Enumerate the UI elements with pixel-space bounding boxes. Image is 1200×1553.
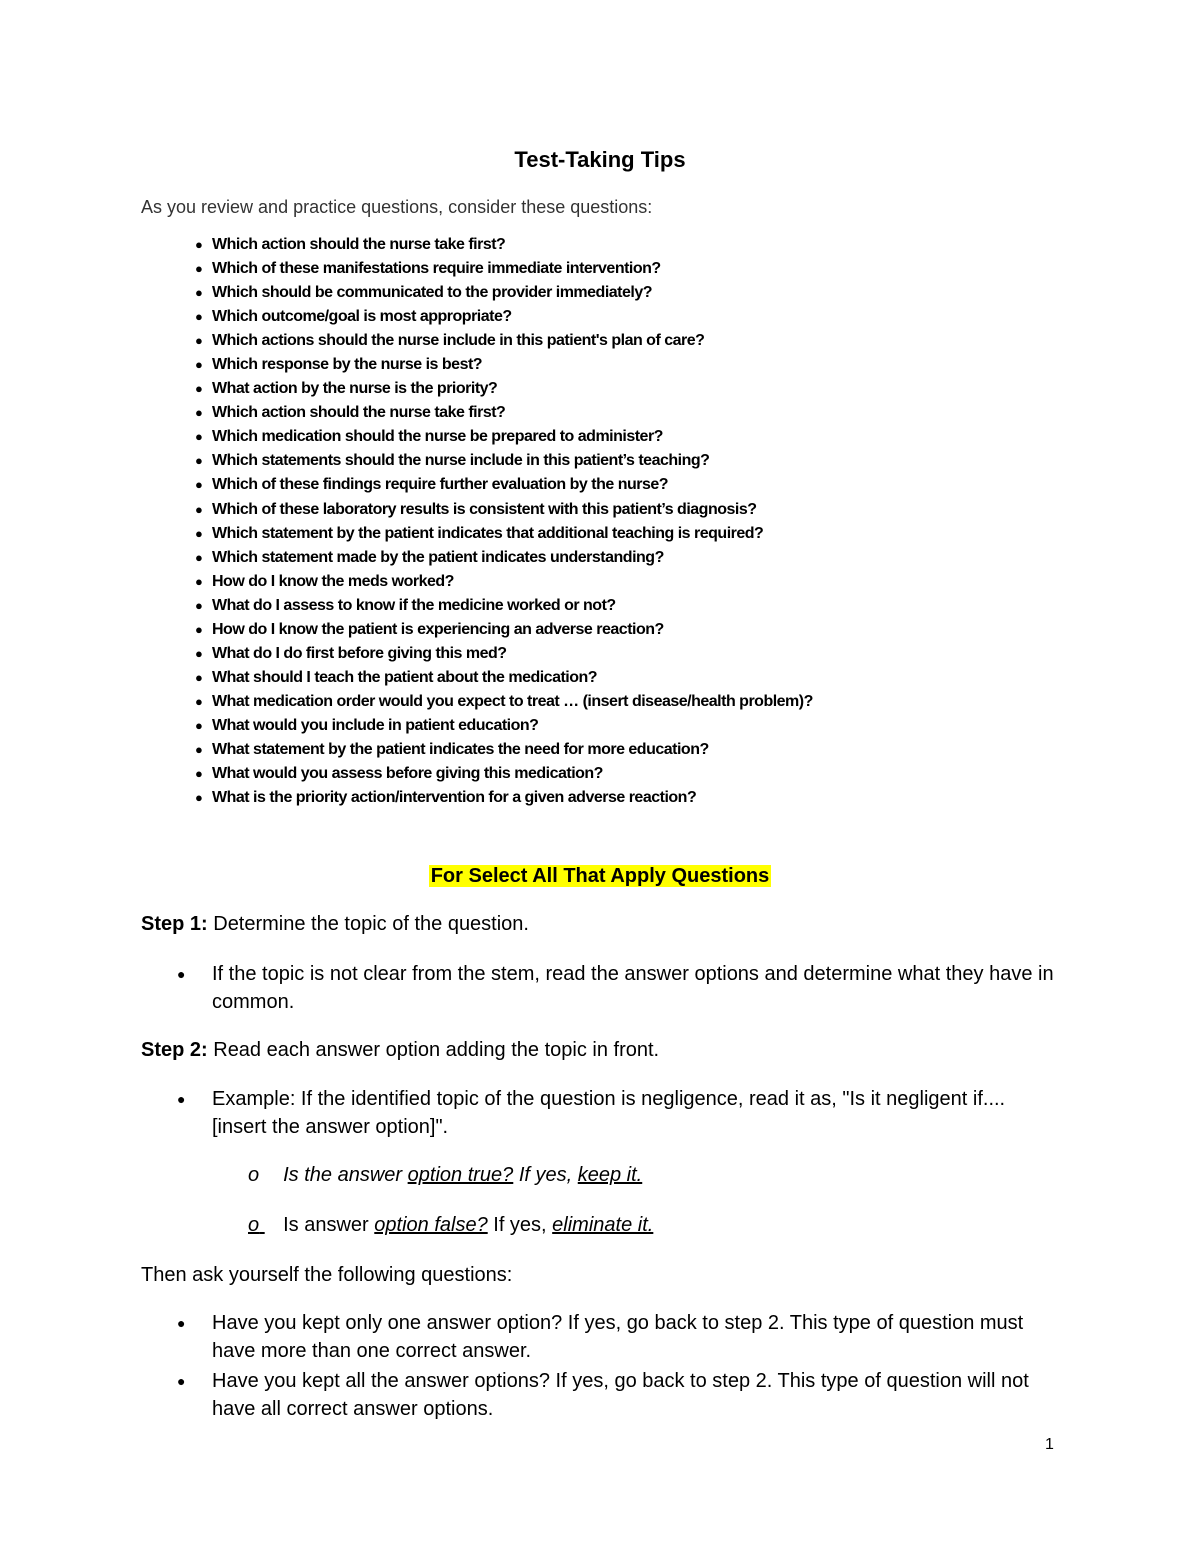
intro-text: As you review and practice questions, consider these questions: [141,197,653,217]
step-2-bullet-text: Example: If the identified topic of the question is negligence, read it as, "Is it negligent if.... [insert the answer option]". [212,1088,1006,1138]
question-text: Which should be communicated to the provider immediately? [212,284,653,302]
page-number: 1 [1045,1436,1054,1453]
question-text: How do I know the patient is experiencing an adverse reaction? [212,620,664,638]
sub-marker: o [248,1164,260,1186]
highlighted-heading: For Select All That Apply Questions [430,865,770,887]
final-bullet-1 [177,1309,1057,1365]
step-1-bullet-text: If the topic is not clear from the stem, read the answer options and determine what they have in common. [212,963,1054,1013]
bullet-icon: ● [195,501,203,517]
question-text: What do I do first before giving this med? [212,644,507,662]
question-list [195,233,813,810]
bullet-icon: ● [177,1373,186,1389]
step-1-bullet [177,960,1077,1016]
question-text: Which action should the nurse take first? [212,404,506,422]
final-bullet-2 [177,1367,1057,1423]
question-item [195,498,813,522]
bullet-icon: ● [195,790,203,806]
bullet-icon: ● [195,597,203,613]
bullet-icon: ● [195,693,203,709]
question-text: Which of these manifestations require immediate intervention? [212,260,661,278]
bullet-icon: ● [195,766,203,782]
question-item [195,762,813,786]
bullet-icon: ● [195,285,203,301]
question-text: What would you include in patient education? [212,716,539,734]
page-title: Test-Taking Tips [514,147,686,172]
sub-item-true [248,1161,642,1189]
question-item [195,690,813,714]
question-text: Which actions should the nurse include in this patient's plan of care? [212,332,705,350]
question-text: Which response by the nurse is best? [212,356,483,374]
question-text: Which statement made by the patient indicates understanding? [212,548,664,566]
question-text: Which medication should the nurse be prepared to administer? [212,428,663,446]
question-item [195,401,813,425]
sub-underlined-1: option false? [374,1214,488,1236]
sub-marker: o [248,1214,260,1236]
then-text: Then ask yourself the following questions: [141,1264,513,1286]
question-item [195,281,813,305]
bullet-icon: ● [177,966,186,982]
bullet-icon: ● [195,645,203,661]
final-bullet-1-text: Have you kept only one answer option? If yes, go back to step 2. This type of question must have more than one correct answer. [212,1312,1024,1362]
step-2-bullet [177,1085,1057,1141]
question-item [195,305,813,329]
question-item [195,449,813,473]
question-text: Which action should the nurse take first? [212,236,506,253]
question-item [195,714,813,738]
sub-underlined-1: option true? [407,1164,514,1186]
question-item [195,786,813,810]
question-text: Which statements should the nurse include in this patient’s teaching? [212,452,710,470]
bullet-icon: ● [195,453,203,469]
bullet-icon: ● [195,405,203,421]
section-heading [0,862,1200,890]
question-text: Which of these findings require further evaluation by the nurse? [212,476,669,494]
question-item [195,570,813,594]
step-1 [141,910,529,938]
question-item [195,377,813,401]
question-item [195,546,813,570]
question-text: How do I know the meds worked? [212,572,454,590]
question-item [195,666,813,690]
bullet-icon: ● [177,1091,186,1107]
question-text: What is the priority action/intervention for a given adverse reaction? [212,789,697,807]
question-item [195,329,813,353]
bullet-icon: ● [195,621,203,637]
question-text: Which outcome/goal is most appropriate? [212,308,512,326]
sub-item-false [248,1211,653,1239]
final-bullet-2-text: Have you kept all the answer options? If yes, go back to step 2. This type of question will not have all correct answer options. [212,1370,1029,1420]
bullet-icon: ● [195,669,203,685]
question-text: Which statement by the patient indicates that additional teaching is required? [212,524,764,542]
question-item [195,738,813,762]
question-item [195,257,813,281]
question-item [195,233,813,257]
bullet-icon: ● [195,477,203,493]
sub-underlined-2: keep it. [577,1164,643,1186]
step-1-label: Step 1: [141,913,208,935]
step-2-text: Read each answer option adding the topic in front. [207,1039,660,1061]
question-item [195,642,813,666]
bullet-icon: ● [195,525,203,541]
sub-mid: If yes, [487,1214,553,1236]
bullet-icon: ● [177,1315,186,1331]
sub-mid: If yes, [513,1164,578,1186]
question-text: What do I assess to know if the medicine worked or not? [212,596,616,614]
question-text: What statement by the patient indicates the need for more education? [212,740,709,758]
sub-prefix: Is the answer [283,1164,408,1186]
question-text: What action by the nurse is the priority? [212,380,498,398]
question-item [195,473,813,497]
bullet-icon: ● [195,549,203,565]
question-item [195,425,813,449]
question-text: Which of these laboratory results is consistent with this patient’s diagnosis? [212,500,757,518]
bullet-icon: ● [195,381,203,397]
bullet-icon: ● [195,309,203,325]
question-item [195,618,813,642]
question-item [195,353,813,377]
step-2-label: Step 2: [141,1039,208,1061]
bullet-icon: ● [195,333,203,349]
sub-underlined-2: eliminate it. [552,1214,654,1236]
bullet-icon: ● [195,357,203,373]
bullet-icon: ● [195,741,203,757]
question-item [195,522,813,546]
bullet-icon: ● [195,573,203,589]
sub-prefix: Is answer [283,1214,375,1236]
bullet-icon: ● [195,429,203,445]
question-item [195,594,813,618]
bullet-icon: ● [195,717,203,733]
question-text: What should I teach the patient about the medication? [212,668,598,686]
question-text: What would you assess before giving this medication? [212,765,603,783]
step-2 [141,1036,659,1064]
question-text: What medication order would you expect to treat … (insert disease/health problem)? [212,692,813,710]
bullet-icon: ● [195,261,203,277]
step-1-text: Determine the topic of the question. [207,913,529,935]
bullet-icon: ● [195,237,203,252]
